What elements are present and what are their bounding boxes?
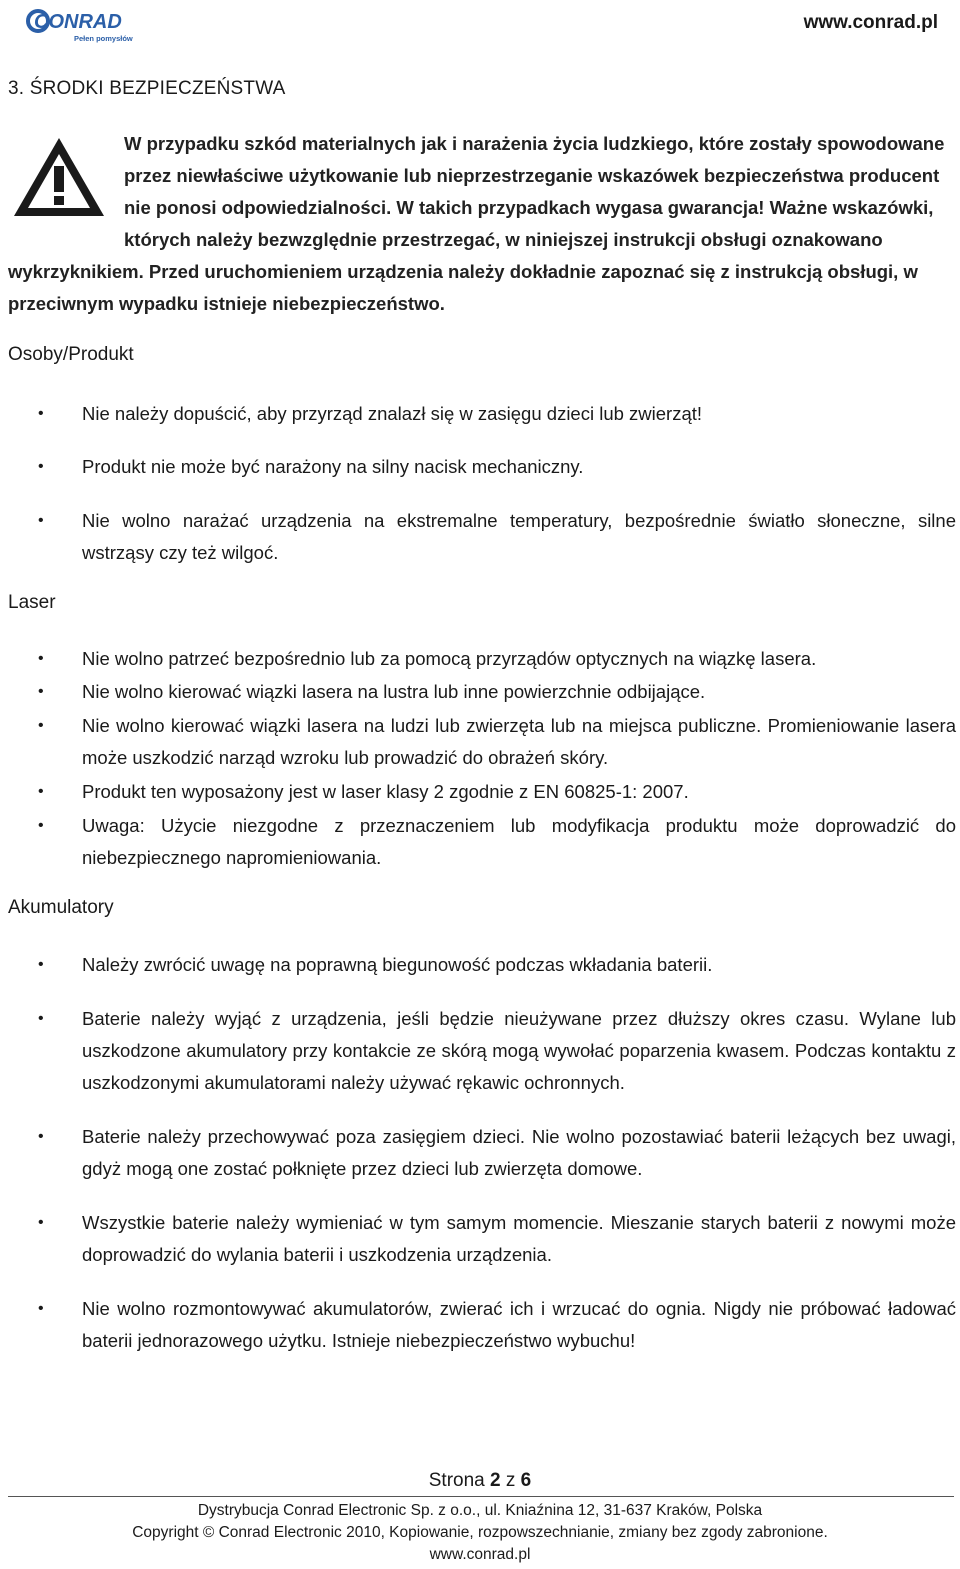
list-item: • Nie wolno kierować wiązki lasera na ludzi lub zwierzęta lub na miejsca publiczne. Promieniowanie lasera może uszkodzić narząd wzroku lub prowadzić do obrażeń skóry. (8, 710, 956, 774)
bullet-icon: • (38, 405, 44, 422)
bullet-icon: • (38, 650, 44, 667)
section-title: 3. ŚRODKI BEZPIECZEŃSTWA (8, 78, 286, 99)
list-item: • Produkt ten wyposażony jest w laser klasy 2 zgodnie z EN 60825-1: 2007. (8, 776, 956, 808)
footer-copyright: Copyright © Conrad Electronic 2010, Kopiowanie, rozpowszechnianie, zmiany bez zgody zabronione. (132, 1524, 828, 1541)
section-heading-osoby: Osoby/Produkt (8, 344, 134, 365)
list-item: • Nie należy dopuścić, aby przyrząd znalazł się w zasięgu dzieci lub zwierząt! (8, 398, 956, 430)
list-item: • Należy zwrócić uwagę na poprawną biegunowość podczas wkładania baterii. (8, 949, 956, 981)
header-site-url[interactable]: www.conrad.pl (803, 12, 938, 33)
intro-text: W przypadku szkód materialnych jak i narażenia życia ludzkiego, które zostały spowodowane przez niewłaściwe użytkowanie lub nieprzestrzeganie wskazówek bezpieczeństwa producent nie ponosi odpowiedzialności. W takich przypadkach wygasa gwarancja! Ważne wskazówki, których należy bezwzględnie przestrzegać, w niniejszej instrukcji obsługi oznakowano wykrzyknikiem. Przed uruchomieniem urządzenia należy dokładnie zapoznać się z instrukcją obsługi, w przeciwnym wypadku istnieje niebezpieczeństwo. (8, 133, 945, 314)
bullet-icon: • (38, 1214, 44, 1231)
bullet-icon: • (38, 512, 44, 529)
footer-divider (8, 1496, 954, 1497)
section-heading-laser: Laser (8, 592, 56, 613)
list-item: • Nie wolno narażać urządzenia na ekstremalne temperatury, bezpośrednie światło słoneczne, silne wstrząsy czy też wilgoć. (8, 505, 956, 569)
list-item: • Nie wolno patrzeć bezpośrednio lub za pomocą przyrządów optycznych na wiązkę lasera. (8, 643, 956, 675)
bullet-icon: • (38, 717, 44, 734)
bullet-icon: • (38, 1010, 44, 1027)
list-item: • Baterie należy przechowywać poza zasięgiem dzieci. Nie wolno pozostawiać baterii leżących bez uwagi, gdyż mogą one zostać połknięte przez dzieci lub zwierzęta domowe. (8, 1121, 956, 1185)
list-item: • Nie wolno rozmontowywać akumulatorów, zwierać ich i wrzucać do ognia. Nigdy nie próbować ładować baterii jednorazowego użytku. Istnieje niebezpieczeństwo wybuchu! (8, 1293, 956, 1357)
bullet-icon: • (38, 1300, 44, 1317)
footer-site-url[interactable]: www.conrad.pl (429, 1546, 531, 1563)
bullet-icon: • (38, 783, 44, 800)
conrad-logo (26, 6, 146, 44)
list-item: • Uwaga: Użycie niezgodne z przeznaczeniem lub modyfikacja produktu może doprowadzić do niebezpiecznego napromieniowania. (8, 810, 956, 874)
bullet-icon: • (38, 1128, 44, 1145)
svg-text:CONRAD: CONRAD (34, 11, 122, 33)
list-item: • Produkt nie może być narażony na silny nacisk mechaniczny. (8, 451, 956, 483)
list-item: • Baterie należy wyjąć z urządzenia, jeśli będzie nieużywane przez dłuższy okres czasu. Wylane lub uszkodzone akumulatory przy kontakcie ze skórą mogą wywołać poparzenia kwasem. Podczas kontaktu z uszkodzonymi akumulatorami należy używać rękawic ochronnych. (8, 1003, 956, 1099)
list-item: • Nie wolno kierować wiązki lasera na lustra lub inne powierzchnie odbijające. (8, 676, 956, 708)
bullet-icon: • (38, 817, 44, 834)
intro-paragraph (8, 128, 952, 320)
bullet-icon: • (38, 956, 44, 973)
page-number: Strona 2 z 6 (428, 1470, 532, 1491)
section-heading-akumulatory: Akumulatory (8, 897, 114, 918)
bullet-icon: • (38, 683, 44, 700)
bullet-icon: • (38, 458, 44, 475)
list-item: • Wszystkie baterie należy wymieniać w tym samym momencie. Mieszanie starych baterii z nowymi może doprowadzić do wylania baterii i uszkodzenia urządzenia. (8, 1207, 956, 1271)
svg-text:Pełen pomysłów: Pełen pomysłów (74, 34, 133, 43)
footer-distributor: Dystrybucja Conrad Electronic Sp. z o.o., ul. Kniaźnina 12, 31-637 Kraków, Polska (197, 1502, 763, 1519)
